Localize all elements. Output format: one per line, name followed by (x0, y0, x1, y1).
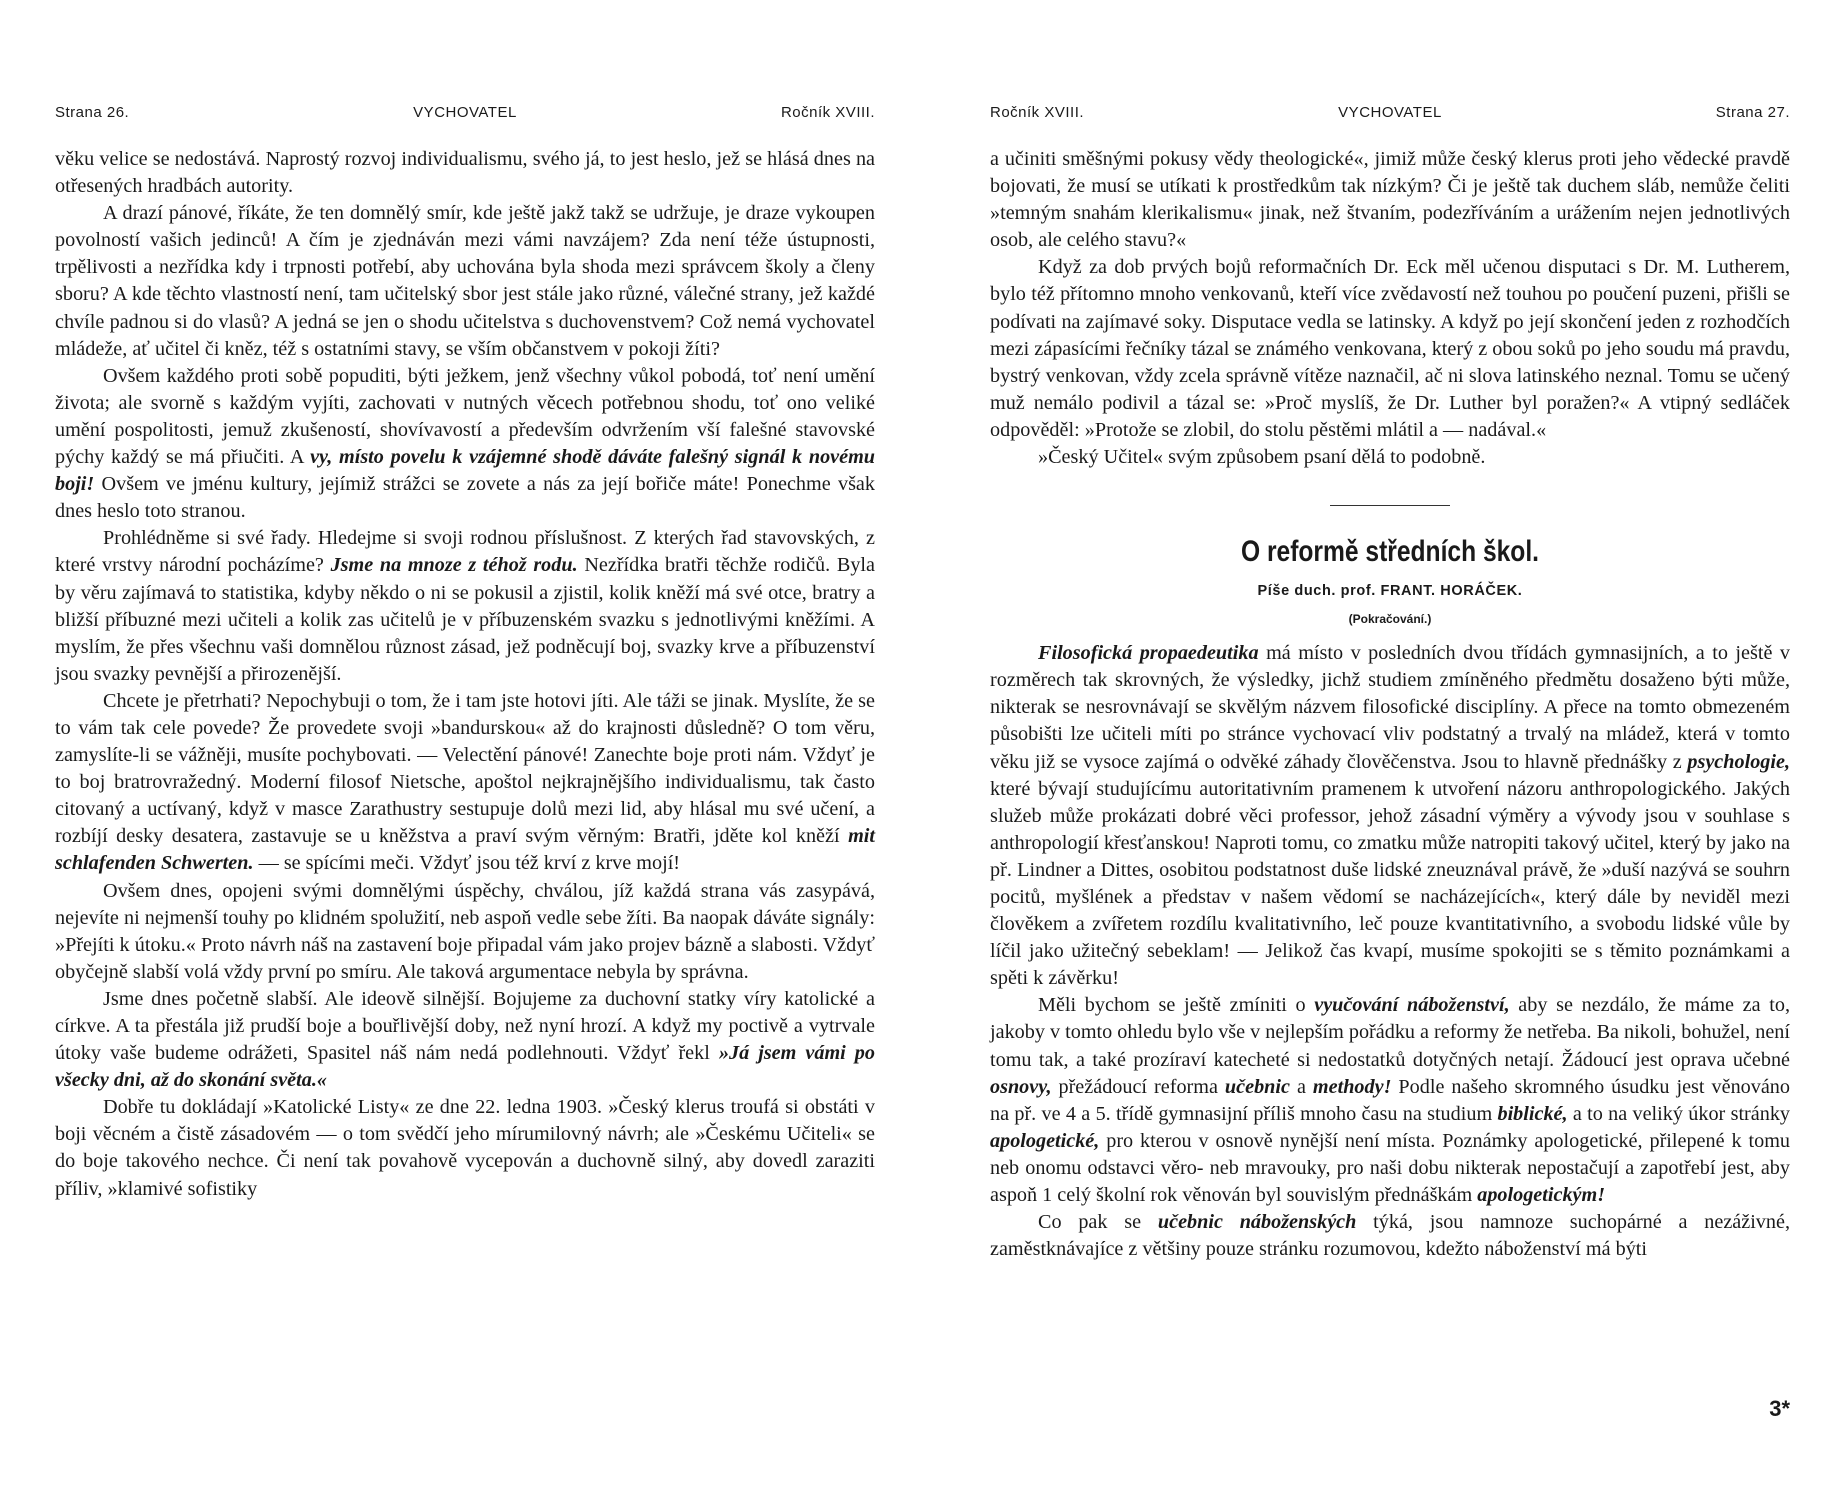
left-page-header (55, 104, 875, 126)
text-run: má místo v posledních dvou třídách gymnasijních, a to ještě v rozměrech tak skrovných, že výsledky, jichž studiem zmíněného předmětu dosaženo býti může, nikterak se nesrovnávají se skvělým názvem filosofické disciplíny. A přece na tomto obmezeném působišti lze učiteli míti po stránce vychovací vliv podstatný a trvalý na mládež, která v tomto věku již se vysoce zajímá o odvěké záhady člověčenstva. Jsou to hlavně přednášky z (990, 642, 1790, 773)
right-page (990, 0, 1790, 1500)
right-page-text-after (990, 640, 1790, 1263)
emphasis-text: vyučování náboženství, (1314, 994, 1510, 1017)
right-page-body (990, 146, 1790, 1263)
text-run: Podle našeho skromného úsudku jest věnováno na př. ve 4 a 5. třídě gymnasijní příliš mnoho času na studium (990, 1075, 1790, 1125)
left-page (55, 0, 875, 1500)
journal-title-left: VYCHOVATEL (413, 104, 517, 121)
emphasis-text: apologetické, (990, 1129, 1100, 1152)
text-run: a učiniti směšnými pokusy vědy theologické«, jimiž může český klerus proti jeho vědecké pravdě bojovati, že musí se utíkati k prostředkům tak nízkým? Či je ještě tak duchem sláb, nemůže čeliti »temným snahám klerikalismu« jinak, než štvaním, podezříváním a urážením nejen jednotlivých osob, ale celého stavu?« (990, 148, 1790, 252)
paragraph (990, 146, 1790, 254)
emphasis-text: methody! (1312, 1075, 1392, 1098)
paragraph (55, 688, 875, 878)
volume-right: Ročník XVIII. (990, 104, 1085, 121)
text-run: aby se nezdálo, že máme za to, jakoby v tomto ohledu bylo vše v nejlepším pořádku a reformy že netřeba. Ba nikoli, bohužel, není tomu tak, a také prozíraví katecheté si nedostatků dotyčných netají. Žádoucí jest oprava učebné (990, 994, 1791, 1071)
volume-left: Ročník XVIII. (780, 104, 875, 121)
paragraph (55, 878, 875, 986)
text-run: Co pak se (1038, 1211, 1158, 1234)
emphasis-text: učebnic náboženských (1157, 1211, 1357, 1234)
emphasis-text: osnovy, (990, 1075, 1052, 1098)
emphasis-text: psychologie, (1687, 750, 1790, 773)
right-page-text-before (990, 146, 1790, 471)
signature-mark: 3* (1769, 1396, 1790, 1421)
paragraph (990, 444, 1790, 471)
text-run: které bývají studujícímu autoritativním pramenem k utvoření názoru anthropologického. Jakých služeb může prokázati dobré věci professor, jehož zásadní výměry a vývody jsou v souhlase s anthropologií křesťanskou! Naproti tomu, co zmatku může natropiti takový učitel, který by jako na př. Lindner a Dittes, osobitou podstatnost duše lidské zneuznával právě, že »duší nazývá se souhrn pocitů, myšlének a představ v našem vědomí se nacházejících«, který dále by neviděl mezi člověkem a zvířetem rozdílu kvalitativního, leč pouze kvantitativního, a svobodu lidské vůle by líčil jako užitečný sebeklam! — Jelikož čas kvapí, musíme spokojiti se s těmito poznámkami a spěti k závěrku! (990, 777, 1790, 990)
journal-title-right: VYCHOVATEL (1338, 104, 1442, 121)
right-page-header (990, 104, 1790, 126)
text-run: Nezřídka bratři těchže rodičů. Byla by věru zajímavá to statistika, kdyby někdo o ni se pokusil a zjistil, kolik kněží má své otce, bratry a bližší příbuzné mezi učiteli a kolik zas učitelů je v příbuzenském svazku s jednotlivými kněžími. A myslím, že přes všechnu vaši domnělou různost zásad, jež podněcují boj, svazky krve a příbuzenství jsou svazky pevnější a přirozenější. (55, 554, 875, 685)
text-run: věku velice se nedostává. Naprostý rozvoj individualismu, svého já, to jest heslo, jež se hlásá dnes na otřesených hradbách autority. (55, 148, 875, 198)
emphasis-text: biblické, (1497, 1102, 1568, 1125)
text-run: Prohlédněme si své řady. Hledejme si svoji rodnou příslušnost. Z kterých řad stavovských, z které vrstvy národní pocházíme? (55, 527, 875, 577)
text-run: Ovšem ve jménu kultury, jejímiž strážci se zovete a nás za její bořiče máte! Ponechme však dnes heslo toto stranou. (55, 473, 875, 523)
text-run: Chcete je přetrhati? Nepochybuji o tom, že i tam jste hotovi jíti. Ale táži se jinak. Myslíte, že se to vám tak cele povede? Že provedete svoji »bandurskou« až do krajnosti důsledně? O tom věru, zamyslíte-li se vážněji, musíte pochybovati. — Velectění pánové! Zanechte boje proti nám. Vždyť je to boj bratrovražedný. Moderní filosof Nietsche, apoštol nejkrajnějšího individualismu, tak často citovaný a uctívaný, když v masce Zarathustry sestupuje dolů mezi lid, aby hlásal mu své učení, a rozbíjí desky desatera, zastavuje se u kněžstva a praví svým věrným: Bratři, jděte kol kněží (55, 689, 875, 848)
article-byline: Píše duch. prof. FRANT. HORÁČEK. (1257, 583, 1523, 600)
paragraph (990, 254, 1790, 444)
emphasis-text: vy, místo povelu k vzájemné shodě dáváte falešný signál k novému boji! (55, 446, 876, 496)
text-run: a to na veliký úkor stránky (1567, 1102, 1791, 1125)
emphasis-text: mit schlafenden Schwerten. (55, 825, 875, 875)
section-divider (1330, 505, 1450, 506)
paragraph (55, 146, 875, 200)
paragraph (55, 525, 875, 688)
emphasis-text: učebnic (1224, 1075, 1290, 1098)
paragraph (55, 1094, 875, 1202)
emphasis-text: Filosofická propaedeutika (1038, 642, 1259, 665)
page-number-left: Strana 26. (55, 104, 130, 121)
text-run: přežádoucí reforma (1051, 1075, 1225, 1098)
paragraph (55, 363, 875, 526)
emphasis-text: apologetickým! (1477, 1184, 1606, 1206)
text-run: Jsme dnes početně slabší. Ale ideově silnější. Bojujeme za duchovní statky víry katolické a církve. A ta přestála již prudší boje a bouřlivější doby, než nyní hrozí. A když my poctivě a vytrvale útoky vaše budeme odrážeti, Spasitel náš nám nedá podlehnouti. Vždyť řekl (55, 987, 875, 1065)
text-run: »Český Učitel« svým způsobem psaní dělá to podobně. (1038, 446, 1486, 469)
paragraph (990, 1209, 1790, 1263)
paragraph (990, 992, 1790, 1209)
text-run: A drazí pánové, říkáte, že ten domnělý smír, kde ještě jakž takž se udržuje, je draze vykoupen povolností vašich jedinců! A čím je zjednáván mezi vámi navzájem? Zda není téže ústupnosti, trpělivosti a nezřídka kdy i trpnosti potřebí, aby uchována byla shoda mezi správcem školy a členy sboru? A kde těchto vlastností není, tam učitelský sbor jest stále jako různé, válečné strany, jež každé chvíle padnou si do vlasů? A jedná se jen o shodu učitelstva s duchovenstvem? Což nemá vychovatel mládeže, ať učitel či kněz, též s ostatními stavy, se vším občanstvem v pokoji žíti? (55, 202, 875, 360)
text-run: Ovšem každého proti sobě popuditi, býti ježkem, jenž všechny vůkol pobodá, toť není umění života; ale svorně s každým vyjíti, zachovati v nutných věcech potřebnou shodu, toť ono veliké umění pospolitosti, jemuž zkušeností, shovívavostí a především odvržením vší falešné stavovské pýchy každý se má přiučiti. A (55, 364, 875, 469)
paragraph (55, 986, 875, 1094)
emphasis-text: Jsme na mnoze z téhož rodu. (330, 554, 578, 577)
text-run: Když za dob prvých bojů reformačních Dr. Eck měl učenou disputaci s Dr. M. Lutherem, bylo též přítomno mnoho venkovanů, kteří více zvědavostí než touhou po poučení puzeni, přišli se podívati na zajímavé soky. Disputace vedla se latinsky. A když po její skončení jeden z rozhodčích mezi zápasícími řečníky tázal se známého venkovana, který z obou soků po jeho soudu má pravdu, bystrý venkovan, vždy zcela správně vítěze naznačil, ač ni slova latinského neznal. Tomu se učený muž nemálo podivil a tázal se: »Proč myslíš, že Dr. Luther byl poražen?« A vtipný sedláček odpověděl: »Protože se zlobil, do stolu pěstěmi mlátil a — nadával.« (990, 256, 1790, 441)
page-number-right: Strana 27. (1715, 104, 1790, 121)
text-run: týká, jsou namnoze suchopárné a nezáživné, zaměstknávajíce z většiny pouze stránku rozumovou, kdežto náboženství má býti (990, 1211, 1791, 1261)
text-run: Měli bychom se ještě zmíniti o (1038, 994, 1315, 1017)
text-run: a (1289, 1075, 1313, 1098)
text-run: Ovšem dnes, opojeni svými domnělými úspěchy, chválou, jíž každá strana vás zasypává, nejevíte ni nejmenší touhy po klidném spolužití, neb aspoň vedle sebe žíti. Ba naopak dáváte signály: »Přejíti k útoku.« Proto návrh náš na zastavení boje připadal vám jako projev bázně a slabosti. Vždyť obyčejně slabší volá vždy první po smíru. Ale taková argumentace nebyla by správna. (55, 879, 875, 983)
emphasis-text: »Já jsem vámi po všecky dni, až do skonání světa.« (55, 1042, 875, 1092)
paragraph (990, 640, 1790, 992)
article-title: O reformě středních škol. (1240, 535, 1540, 569)
left-page-body (55, 146, 875, 1203)
text-run: pro kterou v osnově nynější není místa. Poznámky apologetické, přilepené k tomu neb onomu odstavci věro- neb mravouky, pro naši dobu nikterak nepostačují a zapotřebí jest, aby aspoň 1 celý školní rok věnován byl souvislým přednáškám (990, 1129, 1790, 1206)
continued-note: (Pokračování.) (1348, 612, 1432, 627)
text-run: — se spícími meči. Vždyť jsou též krví z krve mojí! (253, 852, 681, 875)
text-run: Dobře tu dokládají »Katolické Listy« ze dne 22. ledna 1903. »Český klerus troufá si obstáti v boji věcném a čistě zásadovém — o tom svědčí jeho mírumilovný návrh; ale »Českému Učiteli« se do boje takového nechce. Či není tak povahově vycepován a duchovně silný, aby dovedl zaraziti příliv, »klamivé sofistiky (55, 1096, 875, 1200)
paragraph (55, 200, 875, 363)
